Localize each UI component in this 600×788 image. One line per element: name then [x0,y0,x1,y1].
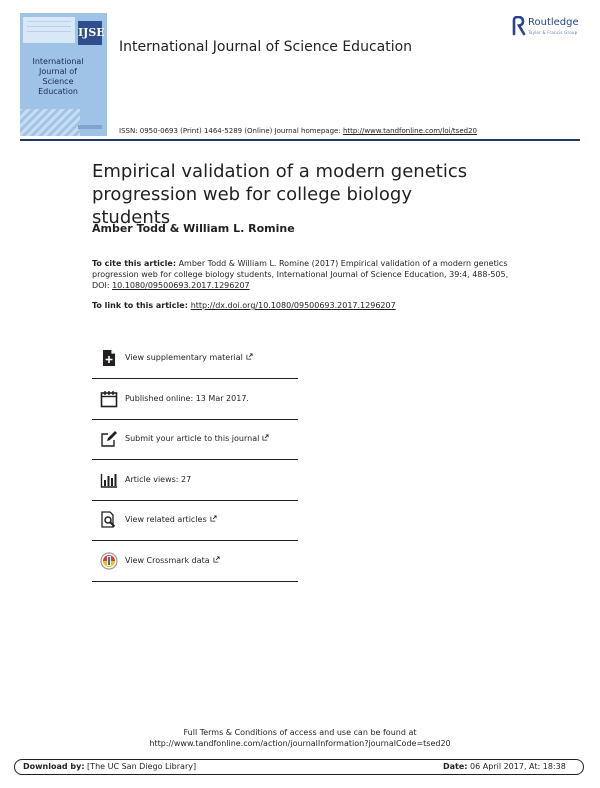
link-label: To link to this article: [92,301,191,310]
downloaded-by-label: Download by: [23,762,85,771]
download-date-value: 06 April 2017, At: 18:38 [467,762,566,771]
article-authors: Amber Todd & William L. Romine [92,222,295,235]
calendar-icon [100,390,118,408]
link-label-text: View Crossmark data [125,555,210,565]
crossmark-link[interactable] [92,544,298,582]
downloaded-by-value: [The UC San Diego Library] [84,762,197,771]
submit-article-link[interactable] [92,422,298,460]
header-rule [20,139,580,141]
citation [92,258,517,291]
publisher-name: Routledge [528,17,579,28]
cover-title: International Journal of Science Education [32,57,84,96]
article-views-item [92,463,298,501]
link-label-text: View supplementary material [125,353,243,362]
download-info-bar [14,759,584,775]
routledge-icon [512,16,526,36]
published-online-text: Published online: 13 Mar 2017. [125,393,249,403]
edit-icon [100,430,118,448]
related-articles-link[interactable] [92,503,298,541]
published-online-item [92,382,298,420]
cover-stripes [20,109,80,136]
cover-publisher-mark [78,125,102,129]
download-date-label: Date: [443,762,468,771]
external-link-icon [262,434,269,441]
bar-chart-icon [100,471,118,489]
citation-text: Amber Todd & William L. Romine (2017) Empirical validation of a modern genetics progression web for college biology students, International Journal of Science Education, 39:4, 488-505, DOI: [92,259,509,290]
terms-link[interactable]: http://www.tandfonline.com/action/journalInformation?journalCode=tsed20 [149,739,451,748]
journal-cover [20,13,107,136]
link-label-text: Submit your article to this journal [125,434,260,443]
publisher-tagline: Taylor & Francis Group [528,30,578,35]
journal-name: International Journal of Science Education [119,39,413,55]
supplementary-icon [100,349,118,367]
link-label-text: View related articles [125,515,207,524]
issn-text: ISSN: 0950-0693 (Print) 1464-5289 (Online) Journal homepage: [119,127,343,135]
supplementary-material-link[interactable] [92,341,298,379]
issn-line [119,127,477,135]
article-views-text: Article views: 27 [125,474,192,484]
external-link-icon [213,556,220,563]
search-doc-icon [100,511,118,529]
terms-footer [100,727,500,749]
journal-homepage-link[interactable]: http://www.tandfonline.com/loi/tsed20 [342,127,477,135]
terms-line: Full Terms & Conditions of access and use can be found at [183,728,417,737]
journal-logo: IJSE [78,21,102,45]
cover-decoration [23,17,75,43]
article-doi-link[interactable]: http://dx.doi.org/10.1080/09500693.2017.1296207 [190,301,396,310]
external-link-icon [246,353,253,360]
crossmark-icon [100,552,118,570]
article-link-line [92,301,396,310]
article-links-list [92,341,298,584]
external-link-icon [210,515,217,522]
article-title: Empirical validation of a modern genetics progression web for college biology students [92,161,468,228]
citation-label: To cite this article: [92,259,177,268]
citation-doi-link[interactable]: 10.1080/09500693.2017.1296207 [112,281,250,290]
